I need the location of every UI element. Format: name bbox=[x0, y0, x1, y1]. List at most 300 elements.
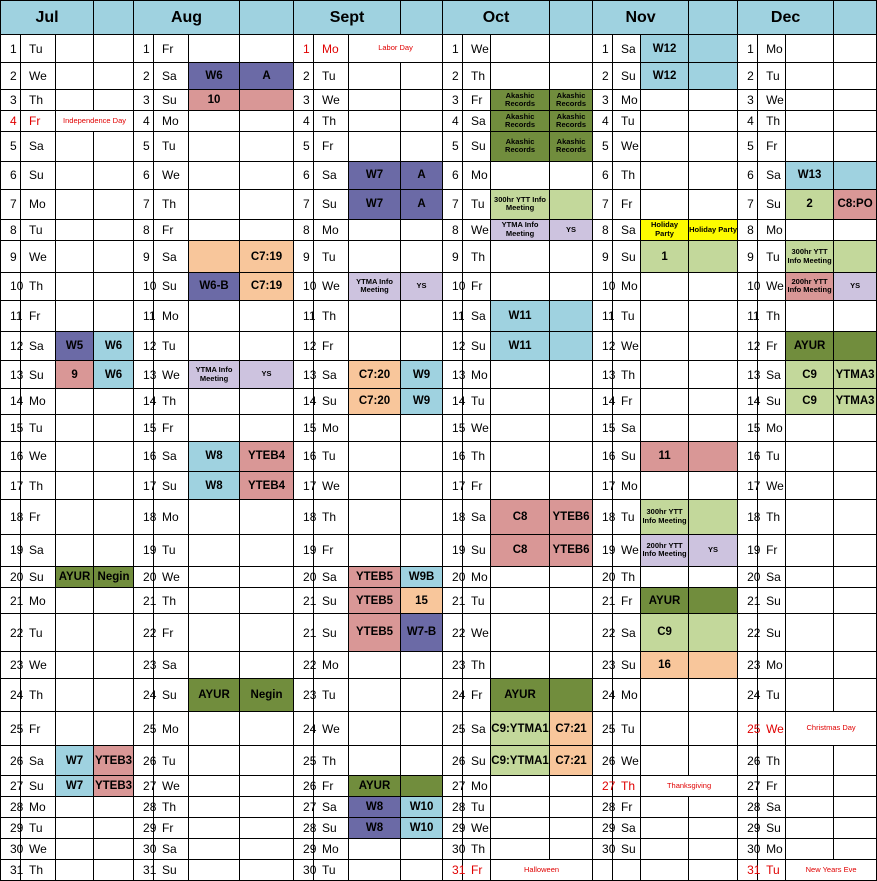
weekday: Sa bbox=[613, 220, 641, 241]
weekday: Th bbox=[463, 838, 491, 859]
day-number: 24 bbox=[294, 712, 314, 745]
empty-cell bbox=[550, 63, 593, 90]
empty-cell bbox=[834, 35, 877, 63]
event-cell[interactable]: W11 bbox=[491, 331, 550, 360]
event-cell[interactable]: W7 bbox=[349, 189, 401, 219]
calendar-row bbox=[1, 132, 877, 161]
day-number: 19 bbox=[443, 534, 463, 566]
event-cell[interactable]: C7:20 bbox=[349, 389, 401, 414]
day-number: 12 bbox=[593, 331, 613, 360]
event-cell[interactable]: W6 bbox=[94, 331, 134, 360]
day-number: 8 bbox=[134, 220, 154, 241]
event-cell[interactable]: W7 bbox=[56, 745, 94, 775]
event-cell[interactable] bbox=[689, 63, 738, 90]
event-cell[interactable]: 11 bbox=[641, 441, 689, 471]
day-number: 14 bbox=[738, 389, 758, 414]
empty-cell bbox=[550, 35, 593, 63]
empty-cell bbox=[641, 797, 689, 818]
weekday: Su bbox=[314, 389, 349, 414]
event-cell[interactable]: 1 bbox=[641, 240, 689, 272]
event-cell[interactable]: C7:21 bbox=[550, 745, 593, 775]
empty-cell bbox=[689, 712, 738, 745]
event-cell[interactable]: W9 bbox=[401, 389, 443, 414]
event-cell[interactable]: 16 bbox=[641, 651, 689, 678]
day-number: 23 bbox=[294, 679, 314, 712]
event-cell[interactable]: C9:YTMA1 bbox=[491, 745, 550, 775]
event-cell[interactable]: C9:YTMA1 bbox=[491, 712, 550, 745]
weekday: Mo bbox=[21, 588, 56, 614]
event-cell[interactable]: W7 bbox=[349, 161, 401, 189]
day-number: 21 bbox=[294, 614, 314, 652]
empty-cell bbox=[56, 838, 94, 859]
calendar-row bbox=[1, 300, 877, 331]
day-number: 25 bbox=[443, 712, 463, 745]
day-number: 27 bbox=[1, 776, 21, 797]
holiday-note: New Years Eve bbox=[786, 859, 877, 880]
event-cell[interactable]: YTEB4 bbox=[240, 441, 294, 471]
day-number: 2 bbox=[443, 63, 463, 90]
empty-cell bbox=[401, 534, 443, 566]
weekday: Mo bbox=[613, 90, 641, 111]
calendar-row bbox=[1, 331, 877, 360]
empty-cell bbox=[94, 414, 134, 441]
weekday: Su bbox=[463, 534, 491, 566]
event-cell[interactable]: W12 bbox=[641, 63, 689, 90]
day-number: 19 bbox=[738, 534, 758, 566]
empty-cell bbox=[689, 361, 738, 389]
day-number: 5 bbox=[134, 132, 154, 161]
day-number: 9 bbox=[1, 240, 21, 272]
day-number: 19 bbox=[593, 534, 613, 566]
event-cell[interactable]: YS bbox=[240, 361, 294, 389]
day-number: 8 bbox=[738, 220, 758, 241]
empty-cell bbox=[689, 161, 738, 189]
event-cell[interactable]: AYUR bbox=[641, 588, 689, 614]
empty-cell bbox=[240, 859, 294, 880]
weekday: Tu bbox=[613, 300, 641, 331]
calendar-row bbox=[1, 712, 877, 745]
day-number: 9 bbox=[134, 240, 154, 272]
event-cell[interactable] bbox=[550, 331, 593, 360]
weekday: We bbox=[154, 776, 189, 797]
day-number: 3 bbox=[443, 90, 463, 111]
weekday: Tu bbox=[154, 534, 189, 566]
weekday: Mo bbox=[463, 776, 491, 797]
event-cell[interactable] bbox=[689, 240, 738, 272]
day-number: 16 bbox=[1, 441, 21, 471]
empty-cell bbox=[240, 500, 294, 535]
event-cell[interactable]: YS bbox=[834, 273, 877, 300]
weekday: Tu bbox=[463, 189, 491, 219]
event-cell[interactable]: C9 bbox=[786, 389, 834, 414]
event-cell[interactable]: AYUR bbox=[491, 679, 550, 712]
empty-cell bbox=[550, 240, 593, 272]
event-cell[interactable] bbox=[689, 35, 738, 63]
event-cell[interactable]: C8 bbox=[491, 534, 550, 566]
event-cell[interactable]: W6-B bbox=[189, 273, 240, 300]
event-cell[interactable] bbox=[689, 614, 738, 652]
day-number: 31 bbox=[443, 859, 463, 880]
day-number: 12 bbox=[134, 331, 154, 360]
event-cell[interactable]: C8:PO bbox=[834, 189, 877, 219]
event-cell[interactable]: YTMA3 bbox=[834, 361, 877, 389]
day-number: 15 bbox=[443, 414, 463, 441]
empty-cell bbox=[401, 679, 443, 712]
empty-cell bbox=[189, 500, 240, 535]
empty-cell bbox=[240, 389, 294, 414]
event-cell[interactable]: C9 bbox=[641, 614, 689, 652]
event-cell[interactable] bbox=[550, 679, 593, 712]
event-cell[interactable] bbox=[689, 441, 738, 471]
event-cell[interactable]: W8 bbox=[349, 797, 401, 818]
event-cell[interactable] bbox=[550, 189, 593, 219]
event-cell[interactable]: Holiday Party bbox=[689, 220, 738, 241]
event-cell[interactable]: YTMA3 bbox=[834, 389, 877, 414]
empty-cell bbox=[349, 679, 401, 712]
calendar-row bbox=[1, 838, 877, 859]
empty-cell bbox=[189, 189, 240, 219]
empty-cell bbox=[94, 90, 134, 111]
empty-cell bbox=[94, 35, 134, 63]
calendar-row bbox=[1, 189, 877, 219]
empty-cell bbox=[349, 838, 401, 859]
event-cell[interactable]: W7-B bbox=[401, 614, 443, 652]
weekday: Fr bbox=[154, 414, 189, 441]
event-cell[interactable]: 9 bbox=[56, 361, 94, 389]
weekday: Fr bbox=[613, 389, 641, 414]
event-cell[interactable]: YS bbox=[689, 534, 738, 566]
empty-cell bbox=[94, 300, 134, 331]
calendar-row bbox=[1, 614, 877, 652]
day-number: 23 bbox=[134, 651, 154, 678]
weekday: Fr bbox=[314, 776, 349, 797]
day-number: 6 bbox=[134, 161, 154, 189]
day-number: 19 bbox=[1, 534, 21, 566]
weekday: Fr bbox=[613, 588, 641, 614]
empty-cell bbox=[401, 441, 443, 471]
weekday: Th bbox=[154, 797, 189, 818]
event-cell[interactable]: YTEB5 bbox=[349, 567, 401, 588]
empty-cell bbox=[491, 776, 550, 797]
day-number: 3 bbox=[593, 90, 613, 111]
empty-cell bbox=[349, 111, 401, 132]
event-cell[interactable]: A bbox=[401, 189, 443, 219]
weekday: Th bbox=[21, 859, 56, 880]
empty-cell bbox=[689, 189, 738, 219]
weekday: Su bbox=[21, 161, 56, 189]
empty-cell bbox=[349, 500, 401, 535]
weekday: Tu bbox=[463, 389, 491, 414]
empty-cell bbox=[641, 189, 689, 219]
empty-cell bbox=[550, 414, 593, 441]
event-cell[interactable]: 2 bbox=[786, 189, 834, 219]
day-number: 21 bbox=[443, 588, 463, 614]
day-number: 6 bbox=[443, 161, 463, 189]
weekday: Fr bbox=[21, 712, 56, 745]
empty-cell bbox=[550, 776, 593, 797]
empty-cell bbox=[641, 567, 689, 588]
empty-cell bbox=[94, 797, 134, 818]
event-cell[interactable]: C7:19 bbox=[240, 240, 294, 272]
weekday: Tu bbox=[758, 859, 786, 880]
weekday: Fr bbox=[463, 679, 491, 712]
day-number: 26 bbox=[738, 745, 758, 775]
empty-cell bbox=[550, 797, 593, 818]
event-cell[interactable] bbox=[401, 776, 443, 797]
day-number: 1 bbox=[294, 35, 314, 63]
weekday: Mo bbox=[21, 389, 56, 414]
event-cell[interactable]: A bbox=[240, 63, 294, 90]
event-cell[interactable]: W10 bbox=[401, 818, 443, 839]
day-number: 20 bbox=[294, 567, 314, 588]
event-cell[interactable]: W10 bbox=[401, 797, 443, 818]
event-cell[interactable]: 300hr YTT Info Meeting bbox=[491, 189, 550, 219]
weekday: Tu bbox=[21, 818, 56, 839]
event-cell[interactable]: Akashic Records bbox=[491, 132, 550, 161]
event-cell[interactable]: YTEB6 bbox=[550, 500, 593, 535]
event-cell[interactable]: AYUR bbox=[786, 331, 834, 360]
empty-cell bbox=[56, 441, 94, 471]
weekday: Sa bbox=[154, 240, 189, 272]
calendar-row bbox=[1, 63, 877, 90]
event-cell[interactable] bbox=[240, 90, 294, 111]
day-number: 28 bbox=[134, 797, 154, 818]
event-cell[interactable]: Negin bbox=[94, 567, 134, 588]
weekday: Tu bbox=[154, 745, 189, 775]
weekday: We bbox=[758, 273, 786, 300]
event-cell[interactable]: W8 bbox=[349, 818, 401, 839]
event-cell[interactable]: W6 bbox=[189, 63, 240, 90]
event-cell[interactable] bbox=[550, 300, 593, 331]
day-number: 20 bbox=[443, 567, 463, 588]
day-number: 7 bbox=[443, 189, 463, 219]
empty-cell bbox=[491, 838, 550, 859]
event-cell[interactable]: 300hr YTT Info Meeting bbox=[786, 240, 834, 272]
day-number: 4 bbox=[134, 111, 154, 132]
event-cell[interactable]: YTMA Info Meeting bbox=[491, 220, 550, 241]
empty-cell bbox=[491, 240, 550, 272]
day-number: 9 bbox=[443, 240, 463, 272]
weekday: Fr bbox=[613, 189, 641, 219]
event-cell[interactable]: W8 bbox=[189, 441, 240, 471]
empty-cell bbox=[94, 534, 134, 566]
event-cell[interactable]: W9 bbox=[401, 361, 443, 389]
event-cell[interactable]: W5 bbox=[56, 331, 94, 360]
weekday: Th bbox=[21, 90, 56, 111]
event-cell[interactable]: Negin bbox=[240, 679, 294, 712]
event-cell[interactable]: Akashic Records bbox=[491, 90, 550, 111]
empty-cell bbox=[834, 300, 877, 331]
day-number: 23 bbox=[443, 651, 463, 678]
weekday: Su bbox=[613, 240, 641, 272]
event-cell[interactable]: 200hr YTT Info Meeting bbox=[786, 273, 834, 300]
empty-cell bbox=[641, 838, 689, 859]
weekday: Tu bbox=[758, 441, 786, 471]
event-cell[interactable]: 15 bbox=[401, 588, 443, 614]
day-number: 29 bbox=[738, 818, 758, 839]
weekday: Th bbox=[758, 500, 786, 535]
weekday: Fr bbox=[21, 500, 56, 535]
event-cell[interactable]: C7:21 bbox=[550, 712, 593, 745]
event-cell[interactable]: 10 bbox=[189, 90, 240, 111]
calendar-row bbox=[1, 776, 877, 797]
event-cell[interactable]: YTMA Info Meeting bbox=[349, 273, 401, 300]
day-number: 24 bbox=[593, 679, 613, 712]
day-number: 2 bbox=[1, 63, 21, 90]
day-number: 29 bbox=[1, 818, 21, 839]
empty-cell bbox=[786, 534, 834, 566]
day-number: 16 bbox=[134, 441, 154, 471]
day-number: 17 bbox=[593, 472, 613, 500]
empty-cell bbox=[94, 63, 134, 90]
month-header-aug: Aug bbox=[134, 1, 240, 35]
day-number: 3 bbox=[134, 90, 154, 111]
day-number: 16 bbox=[738, 441, 758, 471]
event-cell[interactable]: YTEB4 bbox=[240, 472, 294, 500]
day-number: 15 bbox=[1, 414, 21, 441]
event-cell[interactable] bbox=[689, 588, 738, 614]
event-cell[interactable]: C8 bbox=[491, 500, 550, 535]
day-number: 13 bbox=[443, 361, 463, 389]
event-cell[interactable]: A bbox=[401, 161, 443, 189]
empty-cell bbox=[491, 441, 550, 471]
event-cell[interactable]: 200hr YTT Info Meeting bbox=[641, 534, 689, 566]
event-cell[interactable]: W12 bbox=[641, 35, 689, 63]
weekday: We bbox=[314, 712, 349, 745]
empty-cell bbox=[689, 745, 738, 775]
event-cell[interactable]: C9 bbox=[786, 361, 834, 389]
weekday bbox=[613, 859, 641, 880]
weekday: Fr bbox=[463, 859, 491, 880]
event-cell[interactable]: YTEB5 bbox=[349, 614, 401, 652]
event-cell[interactable]: W13 bbox=[786, 161, 834, 189]
month-header-dec: Dec bbox=[738, 1, 834, 35]
day-number: 26 bbox=[1, 745, 21, 775]
empty-cell bbox=[786, 414, 834, 441]
empty-cell bbox=[94, 500, 134, 535]
event-cell[interactable] bbox=[689, 651, 738, 678]
event-cell[interactable]: W8 bbox=[189, 472, 240, 500]
event-cell[interactable]: W6 bbox=[94, 361, 134, 389]
empty-cell bbox=[689, 111, 738, 132]
event-cell[interactable] bbox=[834, 331, 877, 360]
empty-cell bbox=[786, 472, 834, 500]
weekday: Mo bbox=[463, 567, 491, 588]
day-number: 20 bbox=[738, 567, 758, 588]
event-cell[interactable]: Holiday Party bbox=[641, 220, 689, 241]
empty-cell bbox=[491, 389, 550, 414]
calendar-row bbox=[1, 389, 877, 414]
weekday: We bbox=[21, 838, 56, 859]
event-cell[interactable]: W11 bbox=[491, 300, 550, 331]
empty-cell bbox=[189, 838, 240, 859]
day-number: 22 bbox=[294, 651, 314, 678]
weekday: Tu bbox=[463, 797, 491, 818]
day-number: 28 bbox=[443, 797, 463, 818]
event-cell[interactable]: Akashic Records bbox=[550, 111, 593, 132]
empty-cell bbox=[189, 414, 240, 441]
calendar-row bbox=[1, 161, 877, 189]
weekday: We bbox=[463, 414, 491, 441]
event-cell[interactable]: Akashic Records bbox=[491, 111, 550, 132]
event-cell[interactable] bbox=[834, 240, 877, 272]
empty-cell bbox=[401, 63, 443, 90]
event-cell[interactable]: W9B bbox=[401, 567, 443, 588]
weekday: Fr bbox=[613, 797, 641, 818]
day-number: 14 bbox=[1, 389, 21, 414]
event-cell[interactable] bbox=[189, 240, 240, 272]
event-cell[interactable]: 300hr YTT Info Meeting bbox=[641, 500, 689, 535]
weekday: Tu bbox=[613, 111, 641, 132]
empty-cell bbox=[56, 500, 94, 535]
empty-cell bbox=[189, 389, 240, 414]
weekday: Sa bbox=[314, 161, 349, 189]
calendar-row bbox=[1, 859, 877, 880]
event-cell[interactable]: AYUR bbox=[56, 567, 94, 588]
empty-cell bbox=[786, 63, 834, 90]
day-number: 8 bbox=[593, 220, 613, 241]
day-number: 17 bbox=[1, 472, 21, 500]
event-cell[interactable]: YTEB3 bbox=[94, 745, 134, 775]
empty-cell bbox=[689, 132, 738, 161]
weekday: Tu bbox=[758, 679, 786, 712]
empty-cell bbox=[189, 567, 240, 588]
event-cell[interactable] bbox=[834, 161, 877, 189]
empty-cell bbox=[491, 588, 550, 614]
day-number: 13 bbox=[593, 361, 613, 389]
weekday: We bbox=[758, 472, 786, 500]
event-cell[interactable]: AYUR bbox=[349, 776, 401, 797]
day-number: 1 bbox=[738, 35, 758, 63]
event-cell[interactable]: Akashic Records bbox=[550, 90, 593, 111]
event-cell[interactable]: YS bbox=[401, 273, 443, 300]
event-cell[interactable] bbox=[689, 500, 738, 535]
event-cell[interactable]: W7 bbox=[56, 776, 94, 797]
weekday: Su bbox=[758, 818, 786, 839]
event-cell[interactable]: YTEB5 bbox=[349, 588, 401, 614]
event-cell[interactable]: YTMA Info Meeting bbox=[189, 361, 240, 389]
event-cell[interactable]: C7:19 bbox=[240, 273, 294, 300]
weekday: Sa bbox=[463, 500, 491, 535]
weekday: Mo bbox=[613, 273, 641, 300]
empty-cell bbox=[401, 414, 443, 441]
day-number: 20 bbox=[134, 567, 154, 588]
day-number: 12 bbox=[738, 331, 758, 360]
empty-cell bbox=[834, 500, 877, 535]
event-cell[interactable]: YTEB6 bbox=[550, 534, 593, 566]
weekday: Sa bbox=[154, 63, 189, 90]
empty-cell bbox=[641, 414, 689, 441]
event-cell[interactable]: Akashic Records bbox=[550, 132, 593, 161]
event-cell[interactable]: YTEB3 bbox=[94, 776, 134, 797]
empty-cell bbox=[786, 679, 834, 712]
weekday: Tu bbox=[314, 679, 349, 712]
weekday: We bbox=[21, 63, 56, 90]
empty-cell bbox=[401, 240, 443, 272]
day-number: 14 bbox=[593, 389, 613, 414]
day-number: 12 bbox=[443, 331, 463, 360]
weekday: Fr bbox=[154, 614, 189, 652]
empty-cell bbox=[56, 588, 94, 614]
empty-cell bbox=[401, 111, 443, 132]
event-cell[interactable]: YS bbox=[550, 220, 593, 241]
day-number: 17 bbox=[134, 472, 154, 500]
event-cell[interactable]: C7:20 bbox=[349, 361, 401, 389]
event-cell[interactable]: AYUR bbox=[189, 679, 240, 712]
day-number: 31 bbox=[134, 859, 154, 880]
weekday: Mo bbox=[314, 35, 349, 63]
weekday: Tu bbox=[21, 35, 56, 63]
